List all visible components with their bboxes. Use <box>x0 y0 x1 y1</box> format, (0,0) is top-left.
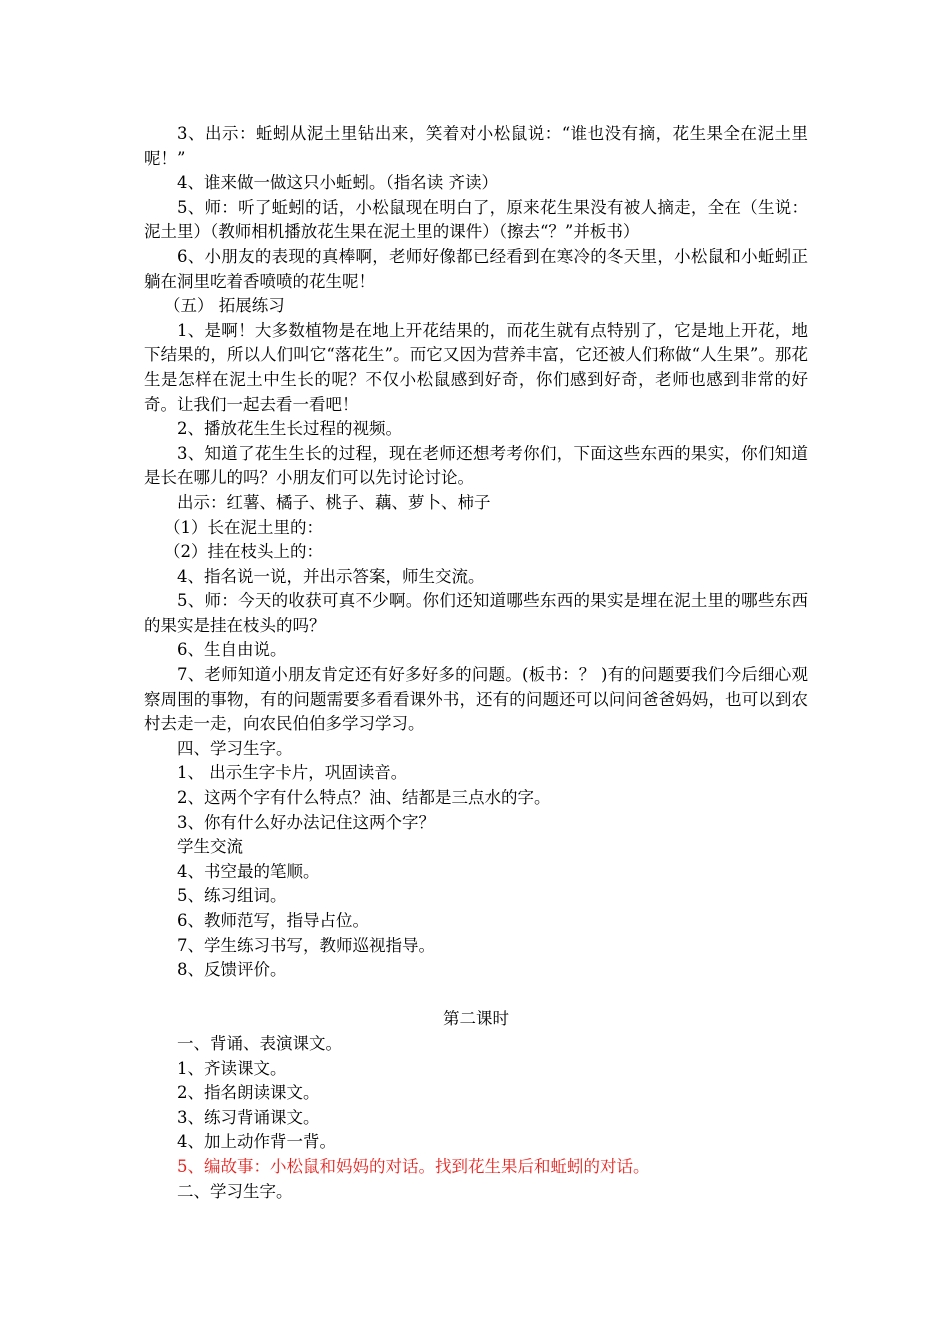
paragraph: 6、生自由说。 <box>177 640 287 660</box>
paragraph: （1）长在泥土里的： <box>164 517 323 537</box>
section-heading: （五） 拓展练习 <box>164 296 285 316</box>
paragraph: 4、谁来做一做这只小蚯蚓。（指名读 齐读） <box>177 173 498 193</box>
paragraph: 8、反馈评价。 <box>177 960 287 980</box>
paragraph: 2、播放花生生长过程的视频。 <box>177 419 402 439</box>
paragraph: 4、指名说一说，并出示答案，师生交流。 <box>177 566 485 586</box>
paragraph: 3、出示：蚯蚓从泥土里钻出来，笑着对小松鼠说：“谁也没有摘，花生果全在泥土里呢！” <box>144 124 808 168</box>
paragraph: 4、书空最的笔顺。 <box>177 861 320 881</box>
paragraph: 1、 出示生字卡片，巩固读音。 <box>177 763 408 783</box>
document-page <box>144 122 808 1204</box>
paragraph: 3、练习背诵课文。 <box>177 1107 320 1127</box>
paragraph: 学生交流 <box>177 837 243 857</box>
paragraph: 5、练习组词。 <box>177 886 287 906</box>
paragraph: （2）挂在枝头上的： <box>164 542 323 562</box>
paragraph: 5、师：今天的收获可真不少啊。你们还知道哪些东西的果实是埋在泥土里的哪些东西的果实是挂在枝头的吗？ <box>144 591 808 635</box>
paragraph: 2、这两个字有什么特点？油、结都是三点水的字。 <box>177 788 551 808</box>
paragraph: 5、师：听了蚯蚓的话，小松鼠现在明白了，原来花生果没有被人摘走，全在（生说：泥土里）（教师相机播放花生果在泥土里的课件）（擦去“？”并板书） <box>144 197 808 242</box>
paragraph: 7、学生练习书写，教师巡视指导。 <box>177 935 435 955</box>
lesson-title: 第二课时 <box>443 1009 509 1029</box>
section-heading: 四、学习生字。 <box>177 738 293 758</box>
paragraph: 6、小朋友的表现的真棒啊，老师好像都已经看到在寒冷的冬天里，小松鼠和小蚯蚓正躺在洞里吃着香喷喷的花生呢！ <box>144 246 808 291</box>
paragraph: 1、齐读课文。 <box>177 1058 287 1078</box>
highlighted-paragraph: 5、编故事：小松鼠和妈妈的对话。找到花生果后和蚯蚓的对话。 <box>177 1156 650 1176</box>
paragraph: 6、教师范写，指导占位。 <box>177 911 369 930</box>
paragraph: 4、加上动作背一背。 <box>177 1132 336 1152</box>
section-heading: 一、背诵、表演课文。 <box>177 1033 342 1053</box>
paragraph: 3、知道了花生生长的过程，现在老师还想考考你们，下面这些东西的果实，你们知道是长在哪儿的吗？小朋友们可以先讨论讨论。 <box>144 443 808 488</box>
blank-line <box>144 983 808 1008</box>
paragraph: 2、指名朗读课文。 <box>177 1083 320 1103</box>
paragraph: 1、是啊！大多数植物是在地上开花结果的，而花生就有点特别了，它是地上开花，地下结果的，所以人们叫它“落花生”。而它又因为营养丰富，它还被人们称做“人生果”。那花生是怎样在泥土中生长的呢？不仅小松鼠感到好奇，你们感到好奇，老师也感到非常的好奇。让我们一起去看一看吧！ <box>144 320 808 414</box>
paragraph: 3、你有什么好办法记住这两个字？ <box>177 812 435 832</box>
section-heading: 二、学习生字。 <box>177 1181 293 1201</box>
paragraph: 出示：红薯、橘子、桃子、藕、萝卜、柿子 <box>177 492 491 512</box>
paragraph: 7、老师知道小朋友肯定还有好多好多的问题。(板书：？ )有的问题要我们今后细心观察周围的事物，有的问题需要多看看课外书，还有的问题还可以问问爸爸妈妈，也可以到农村去走一走，向农民伯伯多学习学习。 <box>144 665 808 734</box>
